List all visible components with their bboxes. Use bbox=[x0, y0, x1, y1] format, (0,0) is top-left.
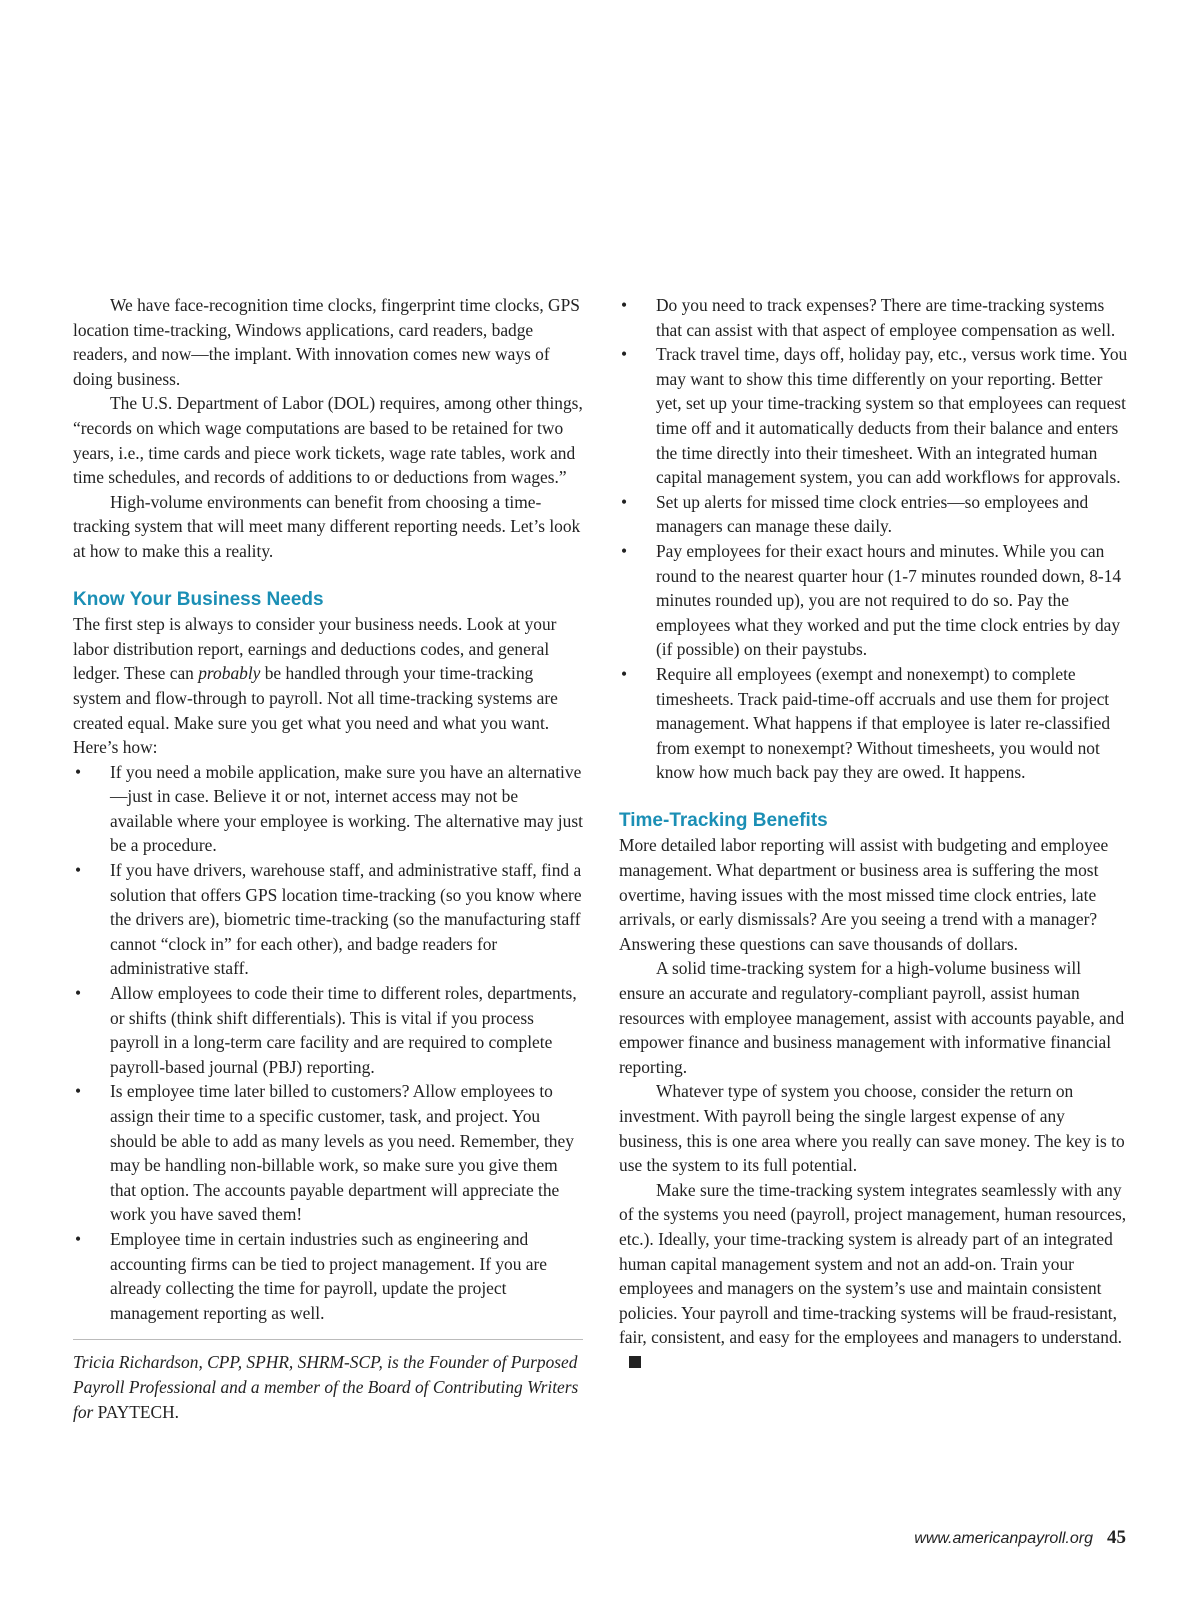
footer-url: www.americanpayroll.org bbox=[914, 1530, 1093, 1547]
list-item-text: Employee time in certain industries such as engineering and accounting firms can be tied to project management. If you are already collecting the time for payroll, update the project management reporting as well. bbox=[110, 1228, 548, 1323]
benefits-paragraph bbox=[619, 1178, 1129, 1375]
publication-name: PAYTECH. bbox=[97, 1401, 180, 1422]
business-needs-list bbox=[73, 760, 583, 1326]
bullet-icon: • bbox=[75, 1081, 82, 1102]
emphasis-text: probably bbox=[198, 663, 261, 684]
list-item bbox=[619, 342, 1129, 490]
list-item bbox=[73, 1079, 583, 1227]
list-item-text: Require all employees (exempt and nonexempt) to complete timesheets. Track paid-time-off accruals and use them for project management. What happens if that employee is later re-classified from exempt to nonexempt? Without timesheets, you would not know how much back pay they are owed. It happens. bbox=[656, 663, 1111, 783]
bullet-icon: • bbox=[621, 491, 628, 512]
list-item bbox=[619, 293, 1129, 342]
left-column bbox=[73, 293, 583, 1424]
end-mark-icon bbox=[629, 1356, 641, 1368]
list-item bbox=[73, 981, 583, 1079]
list-item bbox=[619, 490, 1129, 539]
right-column bbox=[619, 293, 1129, 1375]
benefits-paragraph: A solid time-tracking system for a high-volume business will ensure an accurate and regulatory-compliant payroll, assist human resources with employee management, assist with accounts payable, and empower finance and business management with informative financial reporting. bbox=[619, 958, 1125, 1077]
benefits-paragraph: More detailed labor reporting will assist with budgeting and employee management. What department or business area is suffering the most overtime, having issues with the most missed time clock entries, late arrivals, or early dismissals? Are you seeing a trend with a manager? Answering these questions can save thousands of dollars. bbox=[619, 835, 1109, 954]
intro-paragraph: We have face-recognition time clocks, fingerprint time clocks, GPS location time-tracking, Windows applications, card readers, badge readers, and now—the implant. With innovation comes new ways of doing business. bbox=[73, 295, 580, 389]
list-item-text: Track travel time, days off, holiday pay, etc., versus work time. You may want to show this time differently on your reporting. Better yet, set up your time-tracking system so that employees can request time off and it automatically deducts from their balance and enters the time directly into their timesheet. With an integrated human capital management system, you can add workflows for approvals. bbox=[656, 344, 1128, 488]
list-item bbox=[619, 539, 1129, 662]
bullet-icon: • bbox=[621, 295, 628, 315]
section-heading-benefits: Time-Tracking Benefits bbox=[619, 809, 828, 831]
intro-paragraph: High-volume environments can benefit from choosing a time-tracking system that will meet many different reporting needs. Let’s look at how to make this a reality. bbox=[73, 491, 581, 561]
bullet-icon: • bbox=[75, 983, 82, 1004]
page-footer bbox=[914, 1528, 1126, 1549]
list-item-text: Allow employees to code their time to different roles, departments, or shifts (think shift differentials). This is vital if you process payroll in a long-term care facility and are required to complete payroll-based journal (PBJ) reporting. bbox=[110, 983, 577, 1077]
author-bio-text: Tricia Richardson, CPP, SPHR, SHRM-SCP, is the Founder of Purposed Payroll Professional and a member of the Board of Contributing Writers for bbox=[73, 1352, 579, 1422]
divider bbox=[73, 1339, 583, 1340]
bullet-icon: • bbox=[75, 860, 82, 881]
bullet-icon: • bbox=[621, 344, 628, 365]
page-number: 45 bbox=[1107, 1527, 1126, 1548]
list-item-text: Do you need to track expenses? There are time-tracking systems that can assist with that aspect of employee compensation as well. bbox=[656, 295, 1116, 340]
list-item bbox=[619, 662, 1129, 785]
section-heading-business-needs: Know Your Business Needs bbox=[73, 588, 324, 610]
list-item-text: If you need a mobile application, make sure you have an alternative—just in case. Believe it or not, internet access may not be available where your employee is working. The alternative may just be a procedure. bbox=[110, 761, 583, 856]
list-item bbox=[73, 1227, 583, 1325]
bullet-icon: • bbox=[621, 663, 628, 684]
paragraph-text: be handled through your time-tracking system and flow-through to payroll. Not all time-tracking systems are created equal. Make sure you get what you need and what you want. Here’s how: bbox=[73, 663, 558, 758]
benefits-paragraph: Whatever type of system you choose, consider the return on investment. With payroll being the single largest expense of any business, this is one area where you really can save money. The key is to use the system to its full potential. bbox=[619, 1081, 1125, 1176]
continued-list bbox=[619, 293, 1129, 785]
list-item-text: Pay employees for their exact hours and minutes. While you can round to the nearest quarter hour (1-7 minutes rounded down, 8-14 minutes rounded up), you are not required to do so. Pay the employees what they worked and put the time clock entries by day (if possible) on their paystubs. bbox=[656, 540, 1122, 660]
business-needs-paragraph bbox=[73, 612, 583, 760]
author-bio bbox=[73, 1350, 583, 1424]
list-item-text: Set up alerts for missed time clock entries—so employees and managers can manage these daily. bbox=[656, 491, 1089, 537]
intro-paragraph: The U.S. Department of Labor (DOL) requires, among other things, “records on which wage computations are based to be retained for two years, i.e., time cards and piece work tickets, wage rate tables, work and time schedules, and records of additions to or deductions from wages.” bbox=[73, 393, 583, 488]
bullet-icon: • bbox=[75, 761, 82, 782]
list-item bbox=[73, 858, 583, 981]
list-item bbox=[73, 760, 583, 858]
paragraph-text: Make sure the time-tracking system integrates seamlessly with any of the systems you need (payroll, project management, human resources, etc.). Ideally, your time-tracking system is already part of an integrated human capital management system and not an add-on. Train your employees and managers on the system’s use and maintain consistent policies. Your payroll and time-tracking systems will be fraud-resistant, fair, consistent, and easy for the employees and managers to understand. bbox=[619, 1179, 1127, 1348]
list-item-text: If you have drivers, warehouse staff, and administrative staff, find a solution that offers GPS location time-tracking (so you know where the drivers are), biometric time-tracking (so the manufacturing staff cannot “clock in” for each other), and badge readers for administrative staff. bbox=[110, 860, 582, 979]
list-item-text: Is employee time later billed to customers? Allow employees to assign their time to a specific customer, task, and project. You should be able to add as many levels as you need. Remember, they may be handling non-billable work, so make sure you give them that option. The accounts payable department will appreciate the work you have saved them! bbox=[110, 1081, 574, 1225]
paragraph-text: The first step is always to consider your business needs. Look at your labor distribution report, earnings and deductions codes, and general ledger. These can bbox=[73, 614, 557, 684]
bullet-icon: • bbox=[75, 1228, 82, 1249]
bullet-icon: • bbox=[621, 540, 628, 561]
